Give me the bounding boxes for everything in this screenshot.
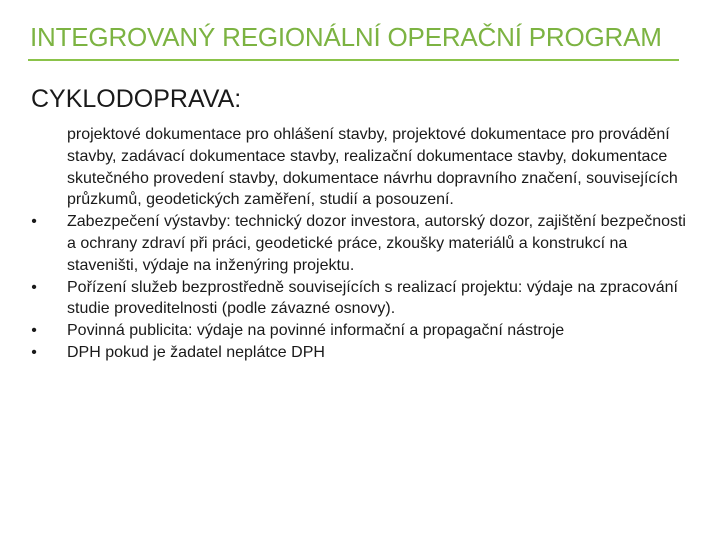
list-item-text: Zabezpečení výstavby: technický dozor investora, autorský dozor, zajištění bezpečnosti a ochrany zdraví při práci, geodetické práce, zkoušky materiálů a konstrukcí na staveništi, výdaje na inženýring projektu. [67, 213, 686, 274]
bullet-dot-icon: • [31, 343, 37, 361]
slide-title: INTEGROVANÝ REGIONÁLNÍ OPERAČNÍ PROGRAM [30, 22, 662, 52]
bullet-dot-icon: • [31, 278, 37, 296]
bullet-dot-icon: • [31, 322, 37, 340]
bullet-dot-icon: • [31, 213, 37, 231]
list-item [31, 342, 687, 364]
section-heading: CYKLODOPRAVA: [31, 85, 242, 113]
list-item [31, 211, 687, 276]
content-body [31, 124, 687, 364]
continuation-paragraph: projektové dokumentace pro ohlášení stavby, projektové dokumentace pro provádění stavby, zadávací dokumentace stavby, realizační dokumentace stavby, dokumentace skutečného provedení stavby, dokumentace návrhu dopravního značení, souvisejících průzkumů, geodetických zaměření, studií a posouzení. [67, 126, 678, 209]
list-item-text: Povinná publicita: výdaje na povinné informační a propagační nástroje [67, 322, 565, 340]
bullet-list [31, 211, 687, 364]
title-underline [28, 59, 679, 61]
list-item-text: Pořízení služeb bezprostředně souvisejících s realizací projektu: výdaje na zpracování studie proveditelnosti (podle závazné osnovy). [67, 278, 678, 318]
list-item [31, 320, 687, 342]
list-item-text: DPH pokud je žadatel neplátce DPH [67, 343, 325, 361]
list-item [31, 277, 687, 321]
